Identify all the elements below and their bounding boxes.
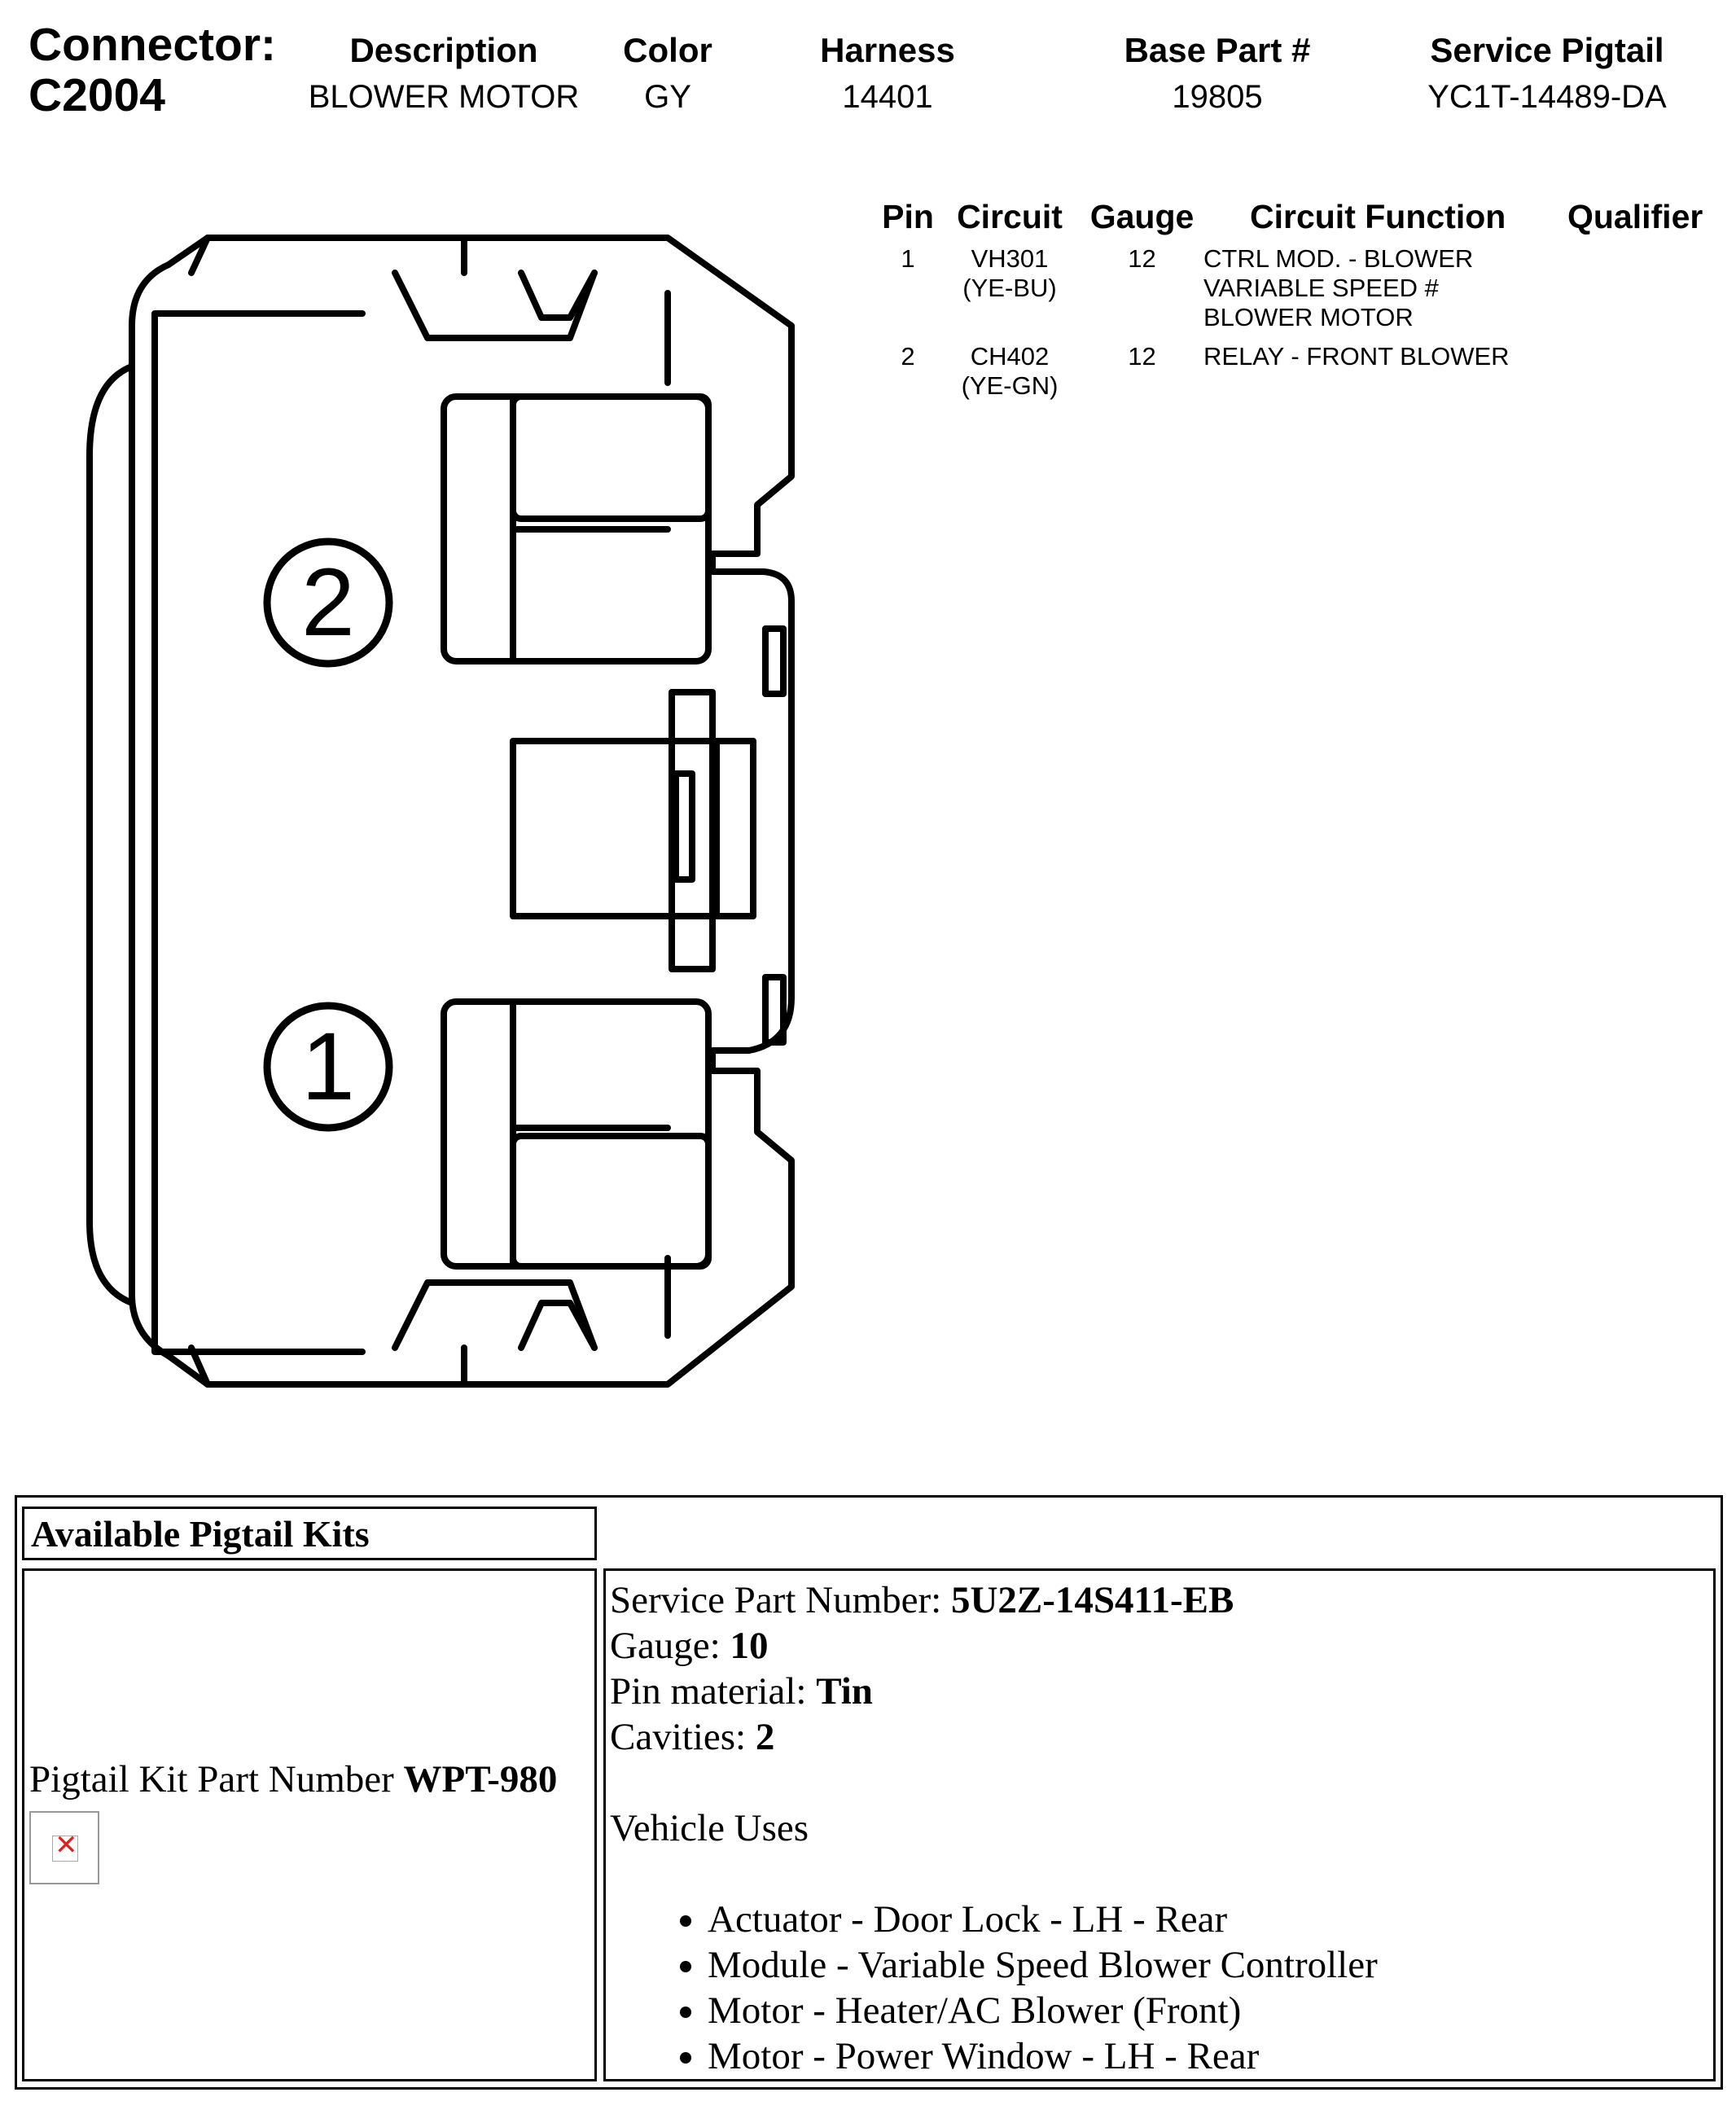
color-header: Color xyxy=(623,31,712,69)
circuit-id: VH301 xyxy=(971,244,1049,273)
vehicle-use-item: • Actuator - Door Lock - LH - Rear xyxy=(708,1897,1378,1942)
cavity-1-label: 1 xyxy=(301,1013,355,1121)
pin-material-line: Pin material: Tin xyxy=(610,1670,873,1713)
gauge-value: 10 xyxy=(730,1625,769,1667)
harness-value: 14401 xyxy=(842,79,933,115)
top-tab-outline xyxy=(191,238,464,273)
connector-id: C2004 xyxy=(28,69,165,121)
left-latch-outline xyxy=(90,366,132,1303)
circuit-function-line: RELAY - FRONT BLOWER xyxy=(1203,342,1510,371)
vehicle-use-item: • Module - Variable Speed Blower Controller xyxy=(708,1942,1378,1988)
base-part-header: Base Part # xyxy=(1124,31,1311,69)
vehicle-uses-heading: Vehicle Uses xyxy=(610,1807,809,1849)
circuit-id: CH402 xyxy=(970,342,1050,371)
pin-material-value: Tin xyxy=(816,1670,873,1713)
pigtail-kit-label: Pigtail Kit Part Number xyxy=(29,1758,404,1801)
qualifier-header: Qualifier xyxy=(1567,198,1703,235)
connector-label: Connector: xyxy=(28,19,276,71)
circuit-color: (YE-BU) xyxy=(962,274,1057,302)
gauge-value: 12 xyxy=(1128,342,1156,371)
pigtail-title: Available Pigtail Kits xyxy=(31,1513,370,1555)
circuit-function-line: BLOWER MOTOR xyxy=(1203,303,1414,331)
service-part-line: Service Part Number: 5U2Z-14S411-EB xyxy=(610,1579,1234,1621)
pin-number: 2 xyxy=(901,342,915,371)
service-pigtail-value: YC1T-14489-DA xyxy=(1427,79,1667,115)
cavity-2-label: 2 xyxy=(301,549,355,656)
vehicle-uses-list xyxy=(602,1897,1378,2079)
gauge-line: Gauge: 10 xyxy=(610,1625,769,1667)
pigtail-kit-number[interactable]: WPT-980 xyxy=(403,1758,558,1801)
cavities-value: 2 xyxy=(755,1716,775,1758)
harness-header: Harness xyxy=(820,31,955,69)
pigtail-title-cell xyxy=(22,1507,597,1560)
color-value: GY xyxy=(644,79,691,115)
vehicle-use-item: • Motor - Power Window - LH - Rear xyxy=(708,2033,1378,2079)
circuit-function-line: CTRL MOD. - BLOWER xyxy=(1203,244,1474,273)
circuit-color: (YE-GN) xyxy=(961,371,1059,400)
gauge-header: Gauge xyxy=(1089,198,1195,235)
description-value: BLOWER MOTOR xyxy=(308,79,580,115)
pigtail-kit-part xyxy=(29,1757,557,1802)
circuit-function-line: VARIABLE SPEED # xyxy=(1203,274,1439,302)
gauge-value: 12 xyxy=(1128,244,1156,273)
pin-header: Pin xyxy=(882,198,934,235)
pigtail-details-cell xyxy=(603,1568,1716,2081)
description-header: Description xyxy=(349,31,538,69)
center-latch-block xyxy=(513,741,717,916)
circuit-header: Circuit xyxy=(957,198,1063,235)
base-part-value: 19805 xyxy=(1172,79,1263,115)
cavities-line: Cavities: 2 xyxy=(610,1716,775,1758)
vehicle-use-item: • Motor - Heater/AC Blower (Front) xyxy=(708,1988,1378,2033)
connector-face-diagram xyxy=(0,0,814,1466)
circuit-function-header: Circuit Function xyxy=(1250,198,1506,235)
service-pigtail-header: Service Pigtail xyxy=(1430,31,1664,69)
pin-number: 1 xyxy=(901,244,915,273)
pigtail-kit-cell xyxy=(22,1568,597,2081)
service-part-number: 5U2Z-14S411-EB xyxy=(950,1579,1234,1621)
broken-image-icon: ✕ xyxy=(29,1811,99,1884)
